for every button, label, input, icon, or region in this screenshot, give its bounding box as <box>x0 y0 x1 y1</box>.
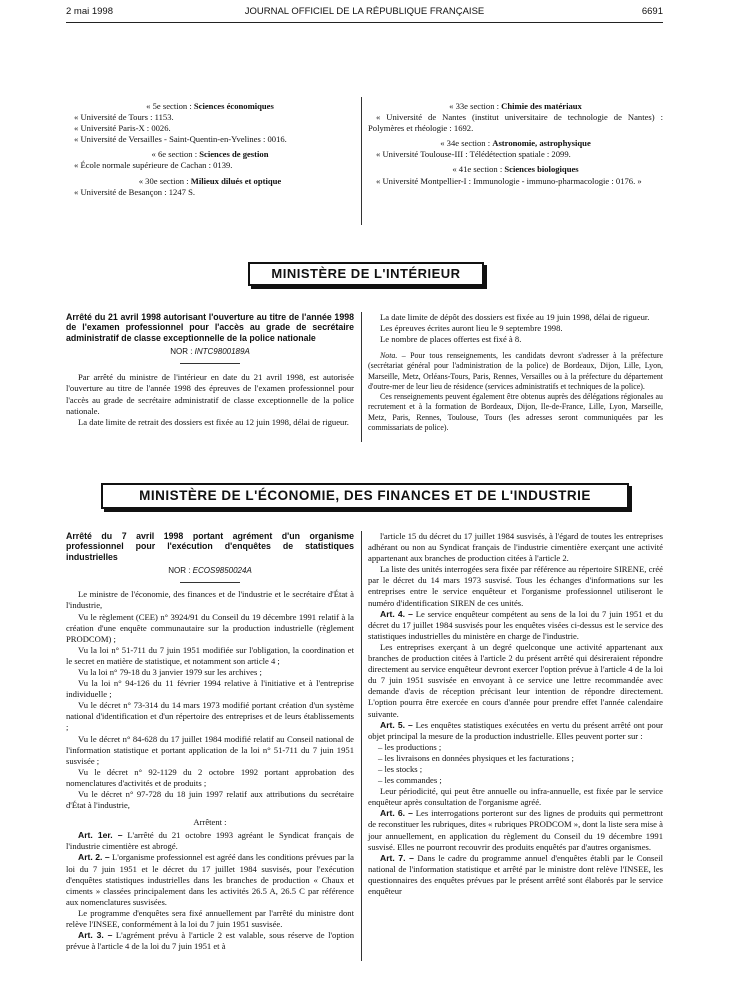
header-rule <box>66 22 663 23</box>
article-1: Art. 1er. – L'arrêté du 21 octobre 1993 agréant le Syndicat français de l'industrie cimentière est abrogé. <box>66 830 354 852</box>
article-2: Art. 2. – L'organisme professionnel est agréé dans les conditions prévues par la loi du 7 juin 1951 et le décret du 17 juillet 1984 susvisés, pour l'exécution d'enquêtes statistiques industrielles dans les branches de production « Chaux et ciments » classées principalement dans les activités 26.5 A, 26.5 C par référence aux nomenclatures susvisées. <box>66 852 354 907</box>
article-3: Art. 3. – L'agrément prévu à l'article 2 est valable, sous réserve de l'option prévue à l'article 4 de la loi du 7 juin 1951 et à <box>66 930 354 952</box>
section-heading: « 30e section : Milieux dilués et optique <box>138 175 282 186</box>
section-heading: « 6e section : Sciences de gestion <box>151 149 269 160</box>
list-item: – les stocks ; <box>378 763 423 774</box>
list-item: « Université de Tours : 1153. <box>74 112 174 123</box>
header-date: 2 mai 1998 <box>66 6 114 17</box>
ministry-interieur-title: MINISTÈRE DE L'INTÉRIEUR <box>271 266 461 281</box>
article-5-list <box>368 742 663 786</box>
top-right-list <box>368 97 663 187</box>
visa-paragraph: Vu le décret n° 92-1129 du 2 octobre 1992 portant approbation des nomenclatures d'activités et de produits ; <box>66 766 354 788</box>
section-name: Sciences biologiques <box>504 164 579 175</box>
arrete-2-left <box>66 531 354 952</box>
section-heading: « 5e section : Sciences économiques <box>146 101 274 111</box>
article-paragraph: La liste des unités interrogées sera fixée par référence au répertoire SIRENE, créé par le décret du 14 mars 1973 susvisé. Tous les échanges d'informations sur les entreprises entre le service enquêteur et l'organisme professionnel utiliseront le numéro d'identification SIREN de ces unités. <box>368 564 663 608</box>
article-6: Art. 6. – Les interrogations porteront sur des lignes de produits qui permettront de reconstituer les rubriques, dites « rubriques PRODCOM », dont la liste sera mise à jour annuellement, en application du règlement du Conseil du 19 décembre 1991 susvisé. Elles ne pourront recouvrir des produits enquêtés par d'autres organismes. <box>368 808 663 852</box>
article-7: Art. 7. – Dans le cadre du programme annuel d'enquêtes établi par le Conseil national de l'information statistique et arrêté par le ministre dont relève l'INSEE, les questionnaires des enquêtes prévues par le présent arrêté sont élaborés par le service enquêteur <box>368 852 663 896</box>
ministry-economie-banner <box>101 483 629 509</box>
arrete-1-note: Nota. – Pour tous renseignements, les candidats devront s'adresser à la préfecture (secrétariat général pour l'administration de la police) de Bordeaux, Dijon, Lille, Lyon, Marseille, Metz, Orléans-Tours, Paris, Rennes, Versailles ou à la préfecture du département d'outre-mer de leur lieu de résidence (services administratifs et techniques de la police). <box>368 351 663 391</box>
column-divider-top <box>361 97 362 225</box>
arrete-2-right <box>368 531 663 897</box>
list-item: « Université de Nantes (institut universitaire de technologie de Nantes) : Polymères et rhéologie : 1692. <box>368 112 663 134</box>
list-item: – les productions ; <box>378 741 442 752</box>
list-item: – les commandes ; <box>378 775 442 786</box>
list-item: « École normale supérieure de Cachan : 0139. <box>74 160 233 171</box>
ministry-interieur-banner <box>248 262 484 286</box>
list-item: « Université de Versailles - Saint-Quentin-en-Yvelines : 0016. <box>74 134 287 145</box>
page-header <box>66 6 663 20</box>
visa-paragraph: Vu le décret n° 73-314 du 14 mars 1973 modifié portant création d'un système national d'identification et d'un répertoire des entreprises et de leurs établissements ; <box>66 700 354 733</box>
arrete-2-title: Arrêté du 7 avril 1998 portant agrément d'un organisme professionnel pour l'exécution d'enquêtes de statistiques industrielles <box>66 531 354 562</box>
arrete-1-nor-code: INTC9800189A <box>194 347 250 357</box>
header-journal-title: JOURNAL OFFICIEL DE LA RÉPUBLIQUE FRANÇAISE <box>244 6 485 17</box>
arrete-1-paragraph: Par arrêté du ministre de l'intérieur en date du 21 avril 1998, est autorisée l'ouverture au titre de l'année 1998 des épreuves de l'examen professionnel pour l'accès au grade de secrétaire administratif de classe exceptionnelle de la police nationale. <box>66 372 354 416</box>
list-item: – les livraisons en données physiques et les facturations ; <box>378 752 574 763</box>
arrete-2-separator <box>180 582 240 583</box>
section-name: Sciences de gestion <box>199 149 269 160</box>
column-divider-arrete-2 <box>361 531 362 961</box>
section-name: Astronomie, astrophysique <box>492 138 591 149</box>
top-left-list <box>66 97 354 198</box>
list-item: « Université Montpellier-I : Immunologie - immuno-pharmacologie : 0176. » <box>376 175 642 186</box>
section-name: Sciences économiques <box>193 101 274 111</box>
visa-paragraph: Vu le décret n° 84-628 du 17 juillet 1984 modifié relatif au Conseil national de l'information statistique et portant application de la loi n° 51-711 du 7 juin 1951 susvisée ; <box>66 733 354 766</box>
arretent-label: Arrêtent : <box>193 817 227 828</box>
arrete-1-paragraph: Le nombre de places offertes est fixé à 8. <box>380 334 522 345</box>
list-item: « Université Paris-X : 0026. <box>74 123 171 134</box>
list-item: « Université Toulouse-III : Télédétection spatiale : 2099. <box>376 149 571 160</box>
visa-paragraph: Vu le règlement (CEE) n° 3924/91 du Conseil du 19 décembre 1991 relatif à la création d'une enquête communautaire sur la production industrielle (règlement PRODCOM) ; <box>66 611 354 644</box>
arrete-2-continuation <box>368 531 663 609</box>
header-page-number: 6691 <box>641 6 663 17</box>
visa-paragraph: Vu le décret n° 97-728 du 18 juin 1997 relatif aux attributions du secrétaire d'État à l'industrie, <box>66 789 354 811</box>
arrete-2-visas <box>66 589 354 811</box>
column-divider-arrete-1 <box>361 312 362 442</box>
article-5-paragraph: Leur périodicité, qui peut être annuelle ou infra-annuelle, est fixée par le service enquêteur après consultation de l'organisme agréé. <box>368 786 663 808</box>
arrete-1-separator <box>180 363 240 364</box>
section-name: Milieux dilués et optique <box>190 175 282 186</box>
article-4-paragraph: Les entreprises exerçant à un degré quelconque une activité appartenant aux branches de production citées à l'article 2 du présent arrêté qui désireraient répondre directement au service enquêteur devront exercer l'option prévue à l'article 4 de la loi du 7 juin 1951 susvisée en envoyant à ce service une lettre recommandée avec demande d'avis de réception précisant leur intention de répondre directement. L'option pourra être exercée en cours d'année pour prendre effet l'année calendaire suivante. <box>368 641 663 719</box>
visa-paragraph: Vu la loi n° 79-18 du 3 janvier 1979 sur les archives ; <box>78 666 262 677</box>
arrete-1-title: Arrêté du 21 avril 1998 autorisant l'ouverture au titre de l'année 1998 de l'examen professionnel pour l'accès au grade de secrétaire administratif de classe exceptionnelle de la police nationale <box>66 312 354 343</box>
arrete-1-paragraph: Les épreuves écrites auront lieu le 9 septembre 1998. <box>380 323 563 334</box>
visa-paragraph: Vu la loi n° 94-126 du 11 février 1994 relative à l'initiative et à l'entreprise individuelle ; <box>66 678 354 700</box>
ministry-economie-title: MINISTÈRE DE L'ÉCONOMIE, DES FINANCES ET DE L'INDUSTRIE <box>139 488 591 503</box>
article-5: Art. 5. – Les enquêtes statistiques exécutées en vertu du présent arrêté ont pour objet principal la mesure de la production industrielle. Elles peuvent porter sur : <box>368 719 663 741</box>
arrete-1-right <box>368 312 663 433</box>
arrete-2-nor: NOR : ECOS9850024A <box>168 566 252 576</box>
section-heading: « 41e section : Sciences biologiques <box>452 164 579 175</box>
article-4: Art. 4. – Le service enquêteur compétent au sens de la loi du 7 juin 1951 et du décret du 17 juillet 1984 susvisés pour les enquêtes visées ci-dessus est le service des statistiques industrielles du ministère en charge de l'industrie. <box>368 608 663 641</box>
arrete-1-note: Ces renseignements peuvent également être obtenus auprès des délégations régionales au recrutement et à la formation de Bordeaux, Dijon, Ile-de-France, Lille, Lyon, Marseille, Metz, Paris, Rennes, Toulouse, Tours (les adresses seront communiquées par les commissariats de police). <box>368 392 663 432</box>
section-name: Chimie des matériaux <box>501 101 582 111</box>
arrete-1-paragraph: La date limite de retrait des dossiers est fixée au 12 juin 1998, délai de rigueur. <box>78 416 349 427</box>
arrete-1-nor: NOR : INTC9800189A <box>170 347 250 357</box>
article-paragraph: l'article 15 du décret du 17 juillet 1984 susvisés, à l'égard de toutes les entreprises adhérant ou non au Syndicat français de l'industrie cimentière exerçant une activité appartenant aux branches de production citées à l'article 2. <box>368 531 663 564</box>
list-item: « Université de Besançon : 1247 S. <box>74 186 196 197</box>
arrete-2-nor-code: ECOS9850024A <box>192 566 252 576</box>
visa-paragraph: Le ministre de l'économie, des finances et de l'industrie et le secrétaire d'État à l'industrie, <box>66 589 354 611</box>
visa-paragraph: Vu la loi n° 51-711 du 7 juin 1951 modifiée sur l'obligation, la coordination et le secret en matière de statistique, et notamment son article 4 ; <box>66 644 354 666</box>
arrete-1-paragraph: La date limite de dépôt des dossiers est fixée au 19 juin 1998, délai de rigueur. <box>380 312 650 322</box>
article-2-paragraph: Le programme d'enquêtes sera fixé annuellement par l'arrêté du ministre dont relève l'INSEE, conformément à la loi du 7 juin 1951 susvisée. <box>66 907 354 930</box>
section-heading: « 33e section : Chimie des matériaux <box>449 101 582 111</box>
arrete-1-left <box>66 312 354 428</box>
section-heading: « 34e section : Astronomie, astrophysique <box>440 138 591 149</box>
